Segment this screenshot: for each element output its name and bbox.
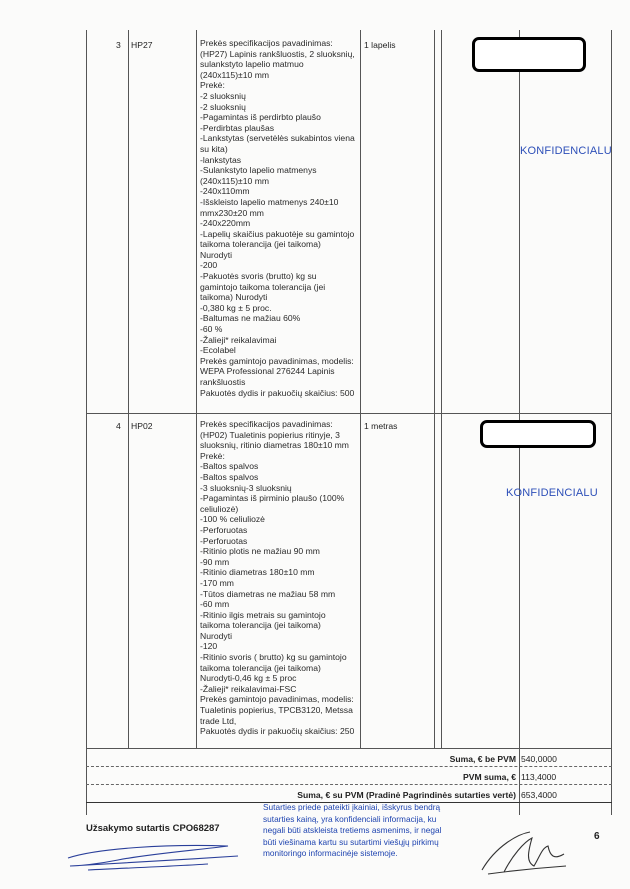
page-number: 6 [594,831,600,842]
total-with-vat-value: 653,4000 [521,790,557,800]
table-divider-sum [441,30,442,748]
vat-label: PVM suma, € [462,772,516,782]
table-divider-code [128,30,129,748]
signature-right [478,826,570,878]
row-quantity: 1 metras [364,421,398,431]
row-code: HP02 [131,421,153,431]
total-without-vat-value: 540,0000 [521,754,557,764]
row-index: 3 [116,40,121,50]
table-border-left [86,30,87,815]
contract-number: Užsakymo sutartis CPO68287 [86,823,220,834]
redaction-box [480,420,596,448]
row-code: HP27 [131,40,153,50]
row-separator [86,413,612,414]
confidentiality-notice: Sutarties priede pateikti įkainiai, išskyrus bendrą sutarties kainą, yra konfidenciali informacija, ku negali būti atskleista tretiems asmenims, ir negal būti viešinama kartu su sutartimi viešųjų pirkimų monitoringo informacinėje sistemoje. [263,802,442,859]
rows-bottom [86,748,612,749]
totals-separator-2 [86,784,612,785]
table-divider-qty [360,30,361,748]
table-divider-price [434,30,435,748]
row-description: Prekės specifikacijos pavadinimas: (HP02) Tualetinis popierius ritinyje, 3 sluoksnių, ritinio diametras 180±10 mm Prekė: -Baltos spalvos -Baltos spalvos -3 sluoksnių-3 sluoksnių -Pagamintas iš pirminio plaušo (100% celiuliozė) -100 % celiuliozė -Perforuotas -Perforuotas -Ritinio plotis ne mažiau 90 mm -90 mm -Ritinio diametras 180±10 mm -170 mm -Tūtos diametras ne mažiau 58 mm -60 mm -Ritinio ilgis metrais su gamintojo taikoma tolerancija (jei taikoma) Nurodyti -120 -Ritinio svoris ( brutto) kg su gamintojo taikoma tolerancija (jei taikoma) Nurodyti-0,46 kg ± 5 proc -Žalieji* reikalavimai-FSC Prekės gamintojo pavadinimas, modelis: Tualetinis popierius, TPCB3120, Metssa trade Ltd, Pakuotės dydis ir pakuočių skaičius: 250 [200,419,355,737]
confidential-stamp: KONFIDENCIALU [520,145,612,157]
redaction-box [472,37,586,72]
vat-value: 113,4000 [521,772,557,782]
signature-left [58,836,248,876]
row-index: 4 [116,421,121,431]
row-description: Prekės specifikacijos pavadinimas: (HP27) Lapinis rankšluostis, 2 sluoksnių, sulankstyto lapelio matmuo (240x115)±10 mm Prekė: -2 sluoksnių -2 sluoksnių -Pagamintas iš perdirbto plaušo -Perdirbtas plaušas -Lankstytas (servetėlės sukabintos viena su kita) -lankstytas -Sulankstyto lapelio matmenys (240x115)±10 mm -240x110mm -Išskleisto lapelio matmenys 240±10 mmx230±20 mm -240x220mm -Lapelių skaičius pakuotėje su gamintojo taikoma tolerancija (jei taikoma) Nurodyti -200 -Pakuotės svoris (brutto) kg su gamintojo taikoma tolerancija (jei taikoma) Nurodyti -0,380 kg ± 5 proc. -Baltumas ne mažiau 60% -60 % -Žalieji* reikalavimai -Ecolabel Prekės gamintojo pavadinimas, modelis: WEPA Professional 276244 Lapinis rankšluostis Pakuotės dydis ir pakuočių skaičius: 500 [200,38,355,398]
total-without-vat-label: Suma, € be PVM [449,754,516,764]
table-divider-desc [196,30,197,748]
totals-separator-1 [86,766,612,767]
total-with-vat-label: Suma, € su PVM (Pradinė Pagrindinės sutarties vertė) [297,790,516,800]
row-quantity: 1 lapelis [364,40,396,50]
confidential-stamp: KONFIDENCIALU [506,487,598,499]
